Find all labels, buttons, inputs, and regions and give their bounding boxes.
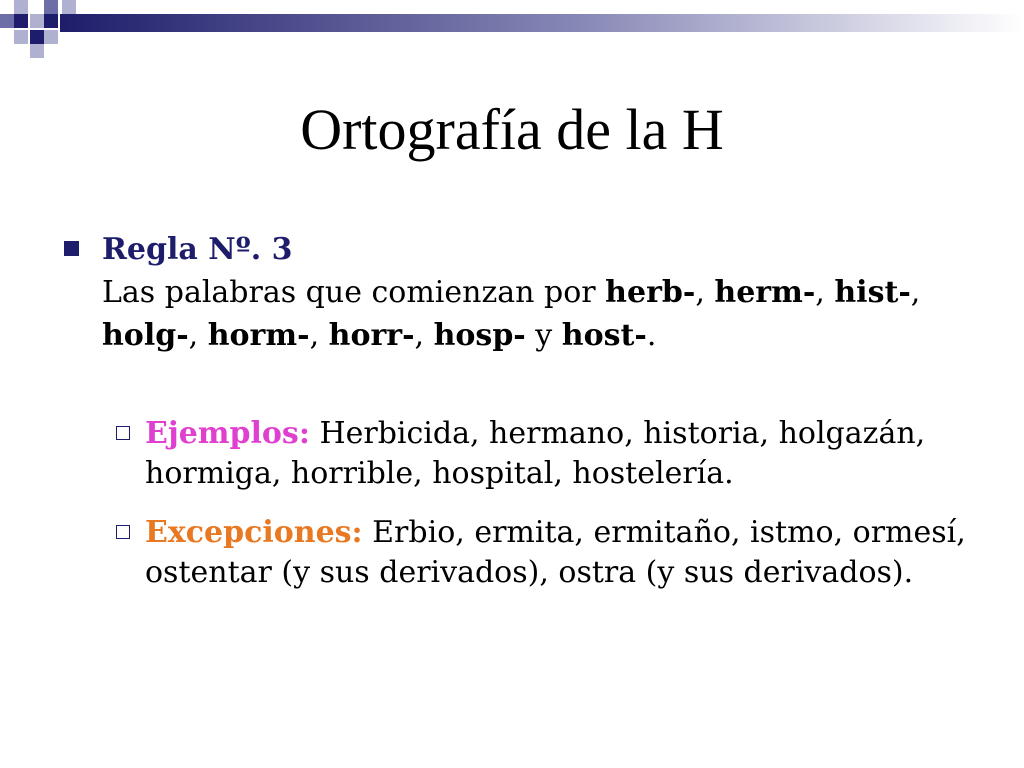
rule-text <box>102 271 964 357</box>
deco-square <box>14 30 28 44</box>
rule-item <box>64 228 964 357</box>
deco-square <box>30 30 44 44</box>
exceptions-text: Erbio, ermita, ermitaño, istmo, ormesí, ostentar (y sus derivados), ostra (y sus derivados). <box>145 515 966 590</box>
examples-label: Ejemplos: <box>145 416 310 451</box>
hollow-square-bullet-icon <box>116 426 130 440</box>
exceptions-body <box>145 513 993 593</box>
rule-body <box>102 228 964 357</box>
header-decoration <box>0 0 1024 60</box>
period: . <box>646 318 657 353</box>
deco-square <box>14 14 28 28</box>
deco-square <box>30 14 44 28</box>
header-gradient-bar <box>60 14 1024 32</box>
separator: , <box>188 318 208 353</box>
prefix: hosp- <box>433 318 526 353</box>
separator: , <box>695 275 715 310</box>
square-bullet-icon <box>64 241 79 256</box>
deco-square <box>62 0 76 14</box>
examples-item <box>113 414 993 494</box>
deco-square <box>14 0 28 14</box>
exceptions-item <box>113 513 993 593</box>
deco-square <box>44 0 58 14</box>
deco-square <box>44 30 58 44</box>
prefix: horm- <box>207 318 310 353</box>
prefix: herm- <box>714 275 816 310</box>
rule-heading: Regla Nº. 3 <box>102 232 293 267</box>
separator: , <box>309 318 329 353</box>
slide-title: Ortografía de la H <box>300 97 724 162</box>
prefix: hist- <box>834 275 911 310</box>
separator: , <box>414 318 434 353</box>
rule-intro: Las palabras que comienzan por <box>102 275 606 310</box>
separator: , <box>815 275 835 310</box>
prefix: herb- <box>605 275 696 310</box>
examples-text: Herbicida, hermano, historia, holgazán, hormiga, horrible, hospital, hostelería. <box>145 416 926 491</box>
examples-body <box>145 414 993 494</box>
hollow-square-bullet-icon <box>116 525 130 539</box>
exceptions-label: Excepciones: <box>145 515 363 550</box>
prefix: holg- <box>102 318 189 353</box>
deco-square <box>30 44 44 58</box>
deco-square <box>0 14 14 28</box>
prefix: host- <box>561 318 647 353</box>
separator: y <box>525 318 562 353</box>
deco-square <box>44 14 58 28</box>
separator: , <box>910 275 921 310</box>
prefix: horr- <box>328 318 415 353</box>
